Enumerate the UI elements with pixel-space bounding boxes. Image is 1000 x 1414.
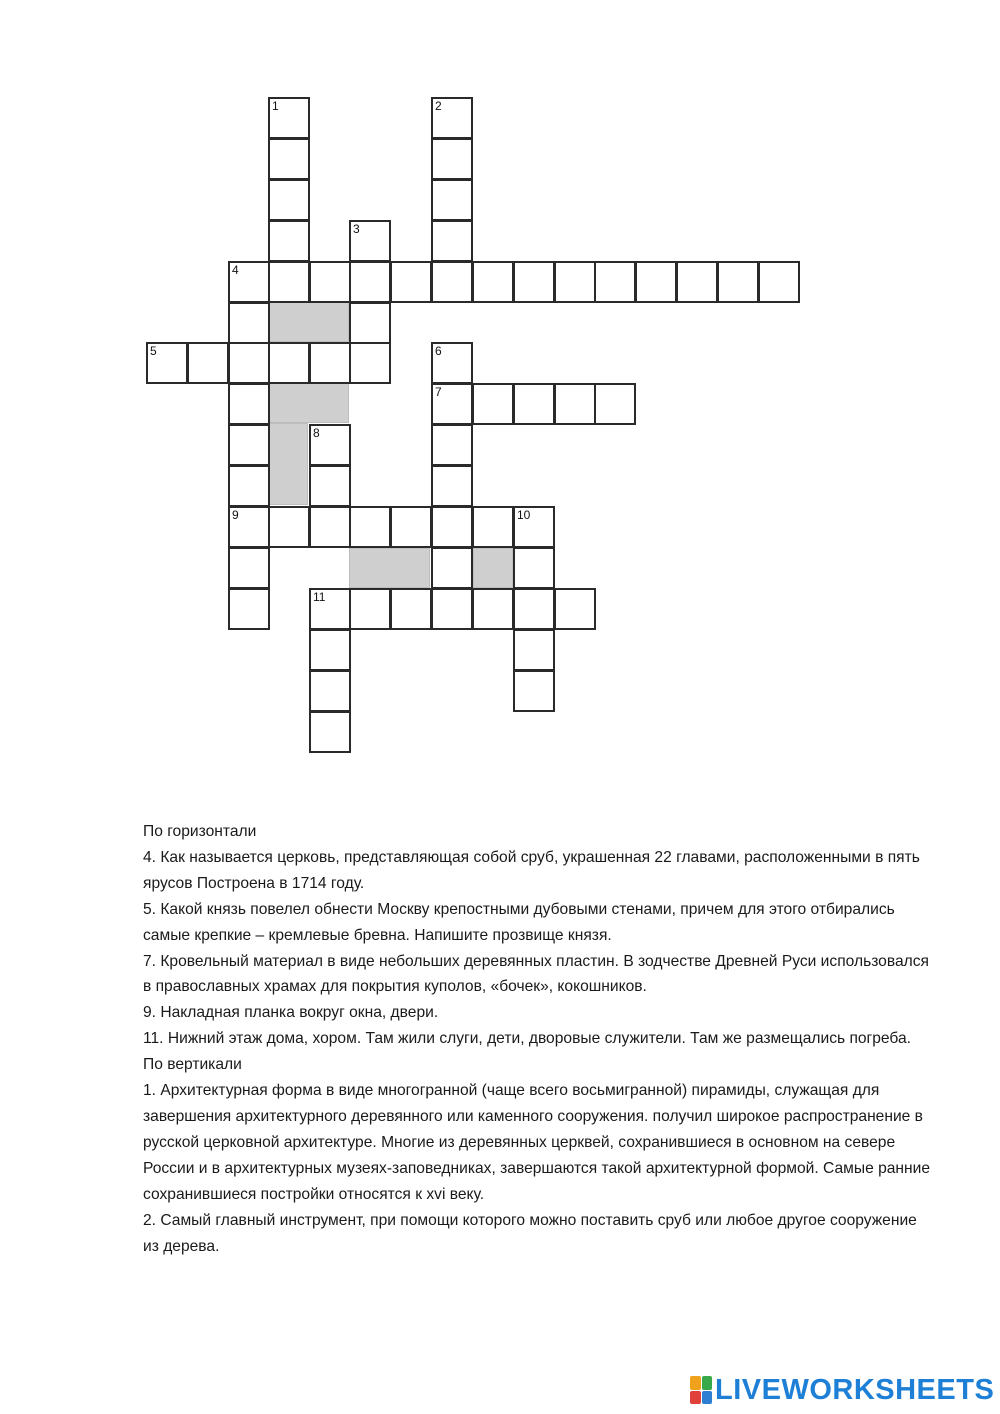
crossword-cell-input[interactable] xyxy=(474,508,512,546)
clue-number: 3 xyxy=(353,222,360,236)
crossword-cell[interactable] xyxy=(594,383,636,425)
crossword-cell[interactable] xyxy=(268,179,310,221)
crossword-cell-input[interactable] xyxy=(351,263,389,301)
crossword-cell-input[interactable] xyxy=(311,590,349,628)
live-badge-icon xyxy=(690,1376,712,1404)
crossword-cell[interactable] xyxy=(513,547,555,589)
clues-section xyxy=(143,819,933,1259)
clue-number: 5 xyxy=(150,344,157,358)
crossword-cell[interactable] xyxy=(228,424,270,466)
crossword-cell-input[interactable] xyxy=(189,344,227,382)
crossword-cell[interactable] xyxy=(349,302,391,344)
crossword-cell[interactable] xyxy=(228,588,270,630)
crossword-cell-input[interactable] xyxy=(556,385,594,423)
crossword-cell[interactable] xyxy=(349,588,391,630)
crossword-cell-input[interactable] xyxy=(433,426,471,464)
crossword-cell[interactable] xyxy=(431,261,473,303)
crossword-cell-input[interactable] xyxy=(351,304,389,342)
logo-text: LIVEWORKSHEETS xyxy=(715,1373,995,1406)
crossword-cell[interactable] xyxy=(390,261,432,303)
crossword-cell[interactable] xyxy=(146,342,188,384)
crossword-cell[interactable] xyxy=(349,261,391,303)
crossword-cell-input[interactable] xyxy=(230,508,268,546)
crossword-cell[interactable] xyxy=(431,220,473,262)
shaded-block xyxy=(268,423,308,505)
crossword-cell-input[interactable] xyxy=(596,385,634,423)
crossword-cell-input[interactable] xyxy=(311,467,349,505)
down-heading: По вертикали xyxy=(143,1056,242,1074)
across-clue-9: 9. Накладная планка вокруг окна, двери. xyxy=(143,1004,439,1022)
crossword-cell-input[interactable] xyxy=(230,549,268,587)
crossword-cell-input[interactable] xyxy=(230,467,268,505)
crossword-cell[interactable] xyxy=(268,220,310,262)
crossword-cell-input[interactable] xyxy=(760,263,798,301)
crossword-cell[interactable] xyxy=(594,261,636,303)
crossword-cell[interactable] xyxy=(228,342,270,384)
crossword-cell-input[interactable] xyxy=(515,549,553,587)
crossword-cell[interactable] xyxy=(472,588,514,630)
crossword-cell-input[interactable] xyxy=(474,263,512,301)
crossword-cell-input[interactable] xyxy=(433,344,471,382)
clue-number: 4 xyxy=(232,263,239,277)
crossword-cell[interactable] xyxy=(309,342,351,384)
across-clue-4: 4. Как называется церковь, представляющая собой сруб, украшенная 22 главами, расположенными в пять ярусов Построена в 1714 году. xyxy=(143,848,920,892)
crossword-cell[interactable] xyxy=(513,383,555,425)
crossword-cell-input[interactable] xyxy=(433,385,471,423)
crossword-cell[interactable] xyxy=(309,506,351,548)
crossword-cell-input[interactable] xyxy=(270,99,308,137)
crossword-cell-input[interactable] xyxy=(230,385,268,423)
crossword-cell[interactable] xyxy=(349,220,391,262)
crossword-cell[interactable] xyxy=(513,588,555,630)
clue-number: 7 xyxy=(435,385,442,399)
crossword-cell[interactable] xyxy=(431,179,473,221)
crossword-cell[interactable] xyxy=(431,383,473,425)
crossword-cell-input[interactable] xyxy=(311,344,349,382)
crossword-cell[interactable] xyxy=(268,506,310,548)
crossword-cell-input[interactable] xyxy=(270,263,308,301)
crossword-cell-input[interactable] xyxy=(270,222,308,260)
crossword-cell-input[interactable] xyxy=(311,672,349,710)
crossword-cell-input[interactable] xyxy=(392,508,430,546)
crossword-cell-input[interactable] xyxy=(230,263,268,301)
crossword-cell[interactable] xyxy=(228,261,270,303)
crossword-cell-input[interactable] xyxy=(719,263,757,301)
crossword-cell[interactable] xyxy=(228,506,270,548)
clue-number: 11 xyxy=(313,590,326,604)
liveworksheets-logo xyxy=(690,1372,994,1408)
crossword-cell[interactable] xyxy=(717,261,759,303)
crossword-cell[interactable] xyxy=(228,302,270,344)
crossword-cell[interactable] xyxy=(758,261,800,303)
crossword-cell[interactable] xyxy=(676,261,718,303)
crossword-cell[interactable] xyxy=(309,670,351,712)
crossword-cell-input[interactable] xyxy=(515,590,553,628)
crossword-cell[interactable] xyxy=(349,506,391,548)
crossword-cell[interactable] xyxy=(472,506,514,548)
crossword-cell[interactable] xyxy=(349,342,391,384)
crossword-cell[interactable] xyxy=(390,588,432,630)
crossword-cell[interactable] xyxy=(472,383,514,425)
crossword-cell-input[interactable] xyxy=(270,140,308,178)
crossword-cell-input[interactable] xyxy=(433,99,471,137)
crossword-cell[interactable] xyxy=(228,465,270,507)
crossword-cell[interactable] xyxy=(309,261,351,303)
crossword-cell-input[interactable] xyxy=(392,263,430,301)
crossword-cell[interactable] xyxy=(513,629,555,671)
clue-number: 2 xyxy=(435,99,442,113)
crossword-cell-input[interactable] xyxy=(596,263,634,301)
clue-number: 8 xyxy=(313,426,320,440)
across-clue-11: 11. Нижний этаж дома, хором. Там жили слуги, дети, дворовые служители. Там же размещались погреба. xyxy=(143,1030,911,1048)
crossword-cell[interactable] xyxy=(431,465,473,507)
down-clue-1: 1. Архитектурная форма в виде многогранной (чаще всего восьмигранной) пирамиды, служащая для завершения архитектурного деревянного или каменного сооружения. получил широкое распространение в русской церковной архитектуре. Многие из деревянных церквей, сохранившиеся в основном на севере России и в архитектурных музеях-заповедниках, завершаются такой архитектурной формой. Самые ранние сохранившиеся постройки относятся к xvi веку. xyxy=(143,1082,931,1203)
crossword-cell[interactable] xyxy=(431,588,473,630)
shaded-block xyxy=(268,302,349,342)
crossword-cell[interactable] xyxy=(554,383,596,425)
crossword-cell-input[interactable] xyxy=(515,385,553,423)
crossword-cell[interactable] xyxy=(187,342,229,384)
across-clue-7: 7. Кровельный материал в виде небольших деревянных пластин. В зодчестве Древней Руси использовался в православных храмах для покрытия куполов, «бочек», кокошников. xyxy=(143,952,929,996)
crossword-cell-input[interactable] xyxy=(230,304,268,342)
crossword-cell-input[interactable] xyxy=(433,508,471,546)
shaded-block xyxy=(473,548,513,588)
crossword-cell[interactable] xyxy=(635,261,677,303)
crossword-cell-input[interactable] xyxy=(433,263,471,301)
crossword-cell[interactable] xyxy=(228,547,270,589)
crossword-cell-input[interactable] xyxy=(351,590,389,628)
crossword-cell-input[interactable] xyxy=(433,590,471,628)
crossword-cell[interactable] xyxy=(431,424,473,466)
clue-number: 6 xyxy=(435,344,442,358)
crossword-cell[interactable] xyxy=(554,588,596,630)
crossword-cell-input[interactable] xyxy=(515,672,553,710)
crossword-cell-input[interactable] xyxy=(515,508,553,546)
crossword-cell-input[interactable] xyxy=(433,549,471,587)
across-heading: По горизонтали xyxy=(143,823,257,840)
crossword-cell[interactable] xyxy=(309,588,351,630)
crossword-cell-input[interactable] xyxy=(311,631,349,669)
crossword-cell-input[interactable] xyxy=(230,344,268,382)
crossword-cell-input[interactable] xyxy=(311,508,349,546)
crossword-cell[interactable] xyxy=(431,138,473,180)
crossword-cell-input[interactable] xyxy=(351,222,389,260)
shaded-block xyxy=(268,383,349,423)
crossword-cell[interactable] xyxy=(268,138,310,180)
crossword-cell[interactable] xyxy=(309,629,351,671)
crossword-cell-input[interactable] xyxy=(230,590,268,628)
crossword-cell-input[interactable] xyxy=(556,263,594,301)
crossword-cell[interactable] xyxy=(554,261,596,303)
crossword-cell-input[interactable] xyxy=(311,713,349,751)
crossword-cell[interactable] xyxy=(309,711,351,753)
crossword-cell-input[interactable] xyxy=(637,263,675,301)
crossword-cell-input[interactable] xyxy=(678,263,716,301)
shaded-block xyxy=(349,548,430,588)
crossword-cell[interactable] xyxy=(268,97,310,139)
crossword-cell-input[interactable] xyxy=(433,140,471,178)
crossword-cell[interactable] xyxy=(431,506,473,548)
crossword-cell-input[interactable] xyxy=(148,344,186,382)
crossword-cell[interactable] xyxy=(268,342,310,384)
across-clue-5: 5. Какой князь повелел обнести Москву крепостными дубовыми стенами, причем для этого отбирались самые крепкие – кремлевые бревна. Напишите прозвище князя. xyxy=(143,900,895,944)
clue-number: 1 xyxy=(272,99,279,113)
crossword-cell-input[interactable] xyxy=(433,222,471,260)
crossword-cell-input[interactable] xyxy=(433,181,471,219)
crossword-cell[interactable] xyxy=(513,670,555,712)
crossword-cell-input[interactable] xyxy=(311,263,349,301)
crossword-cell[interactable] xyxy=(390,506,432,548)
crossword-cell[interactable] xyxy=(431,547,473,589)
crossword-cell[interactable] xyxy=(268,261,310,303)
crossword-cell-input[interactable] xyxy=(474,385,512,423)
crossword-cell-input[interactable] xyxy=(433,467,471,505)
crossword-cell-input[interactable] xyxy=(230,426,268,464)
crossword-cell-input[interactable] xyxy=(351,508,389,546)
crossword-cell-input[interactable] xyxy=(270,181,308,219)
crossword-cell-input[interactable] xyxy=(270,508,308,546)
crossword-cell-input[interactable] xyxy=(311,426,349,464)
crossword-cell-input[interactable] xyxy=(270,344,308,382)
crossword-cell[interactable] xyxy=(513,506,555,548)
crossword-cell[interactable] xyxy=(309,465,351,507)
crossword-cell-input[interactable] xyxy=(351,344,389,382)
crossword-cell[interactable] xyxy=(431,342,473,384)
crossword-cell[interactable] xyxy=(431,97,473,139)
clue-number: 9 xyxy=(232,508,239,522)
crossword-cell-input[interactable] xyxy=(515,263,553,301)
crossword-cell[interactable] xyxy=(228,383,270,425)
crossword-cell-input[interactable] xyxy=(556,590,594,628)
down-clue-2: 2. Самый главный инструмент, при помощи которого можно поставить сруб или любое другое сооружение из дерева. xyxy=(143,1211,917,1255)
clue-number: 10 xyxy=(517,508,531,522)
crossword-cell[interactable] xyxy=(472,261,514,303)
crossword-cell-input[interactable] xyxy=(392,590,430,628)
crossword-cell[interactable] xyxy=(513,261,555,303)
crossword-cell-input[interactable] xyxy=(515,631,553,669)
crossword-cell[interactable] xyxy=(309,424,351,466)
crossword-cell-input[interactable] xyxy=(474,590,512,628)
